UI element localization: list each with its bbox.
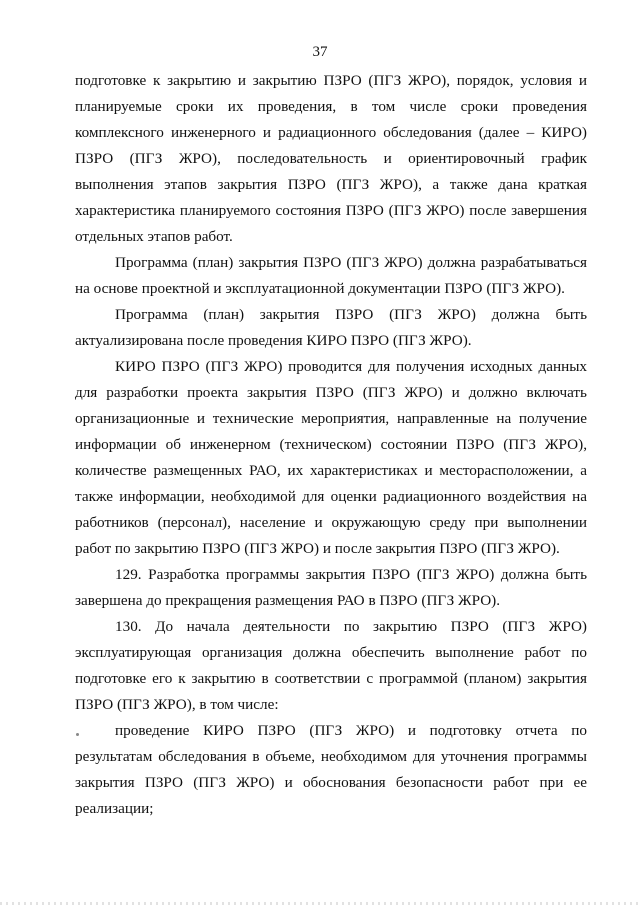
scan-speck — [76, 733, 79, 736]
paragraph-item-129: 129. Разработка программы закрытия ПЗРО (ПГЗ ЖРО) должна быть завершена до прекращения размещения РАО в ПЗРО (ПГЗ ЖРО). — [75, 566, 587, 609]
paragraph-kiro-report: проведение КИРО ПЗРО (ПГЗ ЖРО) и подготовку отчета по результатам обследования в объеме, необходимом для уточнения программы закрытия ПЗРО (ПГЗ ЖРО) и обоснования безопасности работ при ее реализации; — [75, 722, 587, 817]
paragraph-item-130: 130. До начала деятельности по закрытию ПЗРО (ПГЗ ЖРО) эксплуатирующая организация должна обеспечить выполнение работ по подготовке его к закрытию в соответствии с программой (планом) закрытия ПЗРО (ПГЗ ЖРО), в том числе: — [75, 618, 587, 713]
document-body — [75, 68, 587, 822]
paragraph-kiro-purpose: КИРО ПЗРО (ПГЗ ЖРО) проводится для получения исходных данных для разработки проекта закрытия ПЗРО (ПГЗ ЖРО) и должно включать организационные и технические мероприятия, направленные на получение информации об инженерном (техническом) состоянии ПЗРО (ПГЗ ЖРО), количестве размещенных РАО, их характеристиках и месторасположении, а также информации, необходимой для оценки радиационного воздействия на работников (персонал), население и окружающую среду при выполнении работ по закрытию ПЗРО (ПГЗ ЖРО) и после закрытия ПЗРО (ПГЗ ЖРО). — [75, 358, 587, 557]
paragraph-continuation: подготовке к закрытию и закрытию ПЗРО (ПГЗ ЖРО), порядок, условия и планируемые сроки их проведения, в том числе сроки проведения комплексного инженерного и радиационного обследования (далее – КИРО) ПЗРО (ПГЗ ЖРО), последовательность и ориентировочный график выполнения этапов закрытия ПЗРО (ПГЗ ЖРО), а также дана краткая характеристика планируемого состояния ПЗРО (ПГЗ ЖРО) после завершения отдельных этапов работ. — [75, 72, 587, 245]
paragraph-program-update: Программа (план) закрытия ПЗРО (ПГЗ ЖРО) должна быть актуализирована после проведения КИРО ПЗРО (ПГЗ ЖРО). — [75, 306, 587, 349]
page-number: 37 — [312, 44, 328, 60]
paragraph-program-basis: Программа (план) закрытия ПЗРО (ПГЗ ЖРО) должна разрабатываться на основе проектной и эксплуатационной документации ПЗРО (ПГЗ ЖРО). — [75, 254, 587, 297]
